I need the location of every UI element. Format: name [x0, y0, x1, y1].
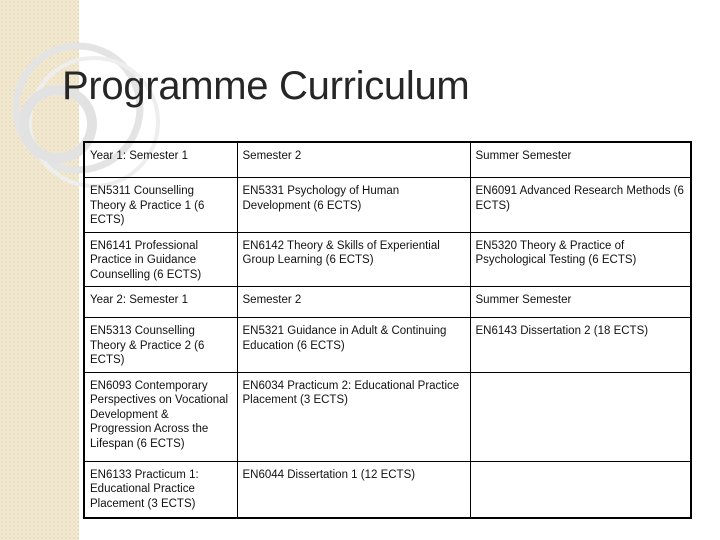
table-cell: EN5311 Counselling Theory & Practice 1 (6 ECTS): [84, 178, 237, 233]
table-cell: EN5321 Guidance in Adult & Continuing Education (6 ECTS): [237, 318, 470, 373]
table-row: [84, 318, 691, 373]
table-cell: Summer Semester: [470, 287, 691, 318]
table-cell: EN5331 Psychology of Human Development (6 ECTS): [237, 178, 470, 233]
table-row: [84, 142, 691, 178]
table-cell: Year 1: Semester 1: [84, 142, 237, 178]
slide-title: Programme Curriculum: [62, 64, 470, 108]
table-cell: Semester 2: [237, 142, 470, 178]
table-cell: EN6143 Dissertation 2 (18 ECTS): [470, 318, 691, 373]
table-cell: [470, 372, 691, 461]
table-cell: EN5313 Counselling Theory & Practice 2 (6 ECTS): [84, 318, 237, 373]
table-row: [84, 287, 691, 318]
table-row: [84, 178, 691, 233]
table-cell: Semester 2: [237, 287, 470, 318]
table-cell: EN5320 Theory & Practice of Psychological Testing (6 ECTS): [470, 232, 691, 287]
table-cell: EN6142 Theory & Skills of Experiential Group Learning (6 ECTS): [237, 232, 470, 287]
table-row: [84, 232, 691, 287]
table-row: [84, 372, 691, 461]
table-cell: EN6091 Advanced Research Methods (6 ECTS): [470, 178, 691, 233]
table-cell: EN6093 Contemporary Perspectives on Vocational Development & Progression Across the Lifespan (6 ECTS): [84, 372, 237, 461]
table-cell: EN6034 Practicum 2: Educational Practice Placement (3 ECTS): [237, 372, 470, 461]
table-row: [84, 461, 691, 518]
curriculum-table: [83, 141, 692, 519]
table-cell: Summer Semester: [470, 142, 691, 178]
table-cell: EN6044 Dissertation 1 (12 ECTS): [237, 461, 470, 518]
table-cell: EN6133 Practicum 1: Educational Practice Placement (3 ECTS): [84, 461, 237, 518]
table-cell: EN6141 Professional Practice in Guidance Counselling (6 ECTS): [84, 232, 237, 287]
table-cell: [470, 461, 691, 518]
table-cell: Year 2: Semester 1: [84, 287, 237, 318]
